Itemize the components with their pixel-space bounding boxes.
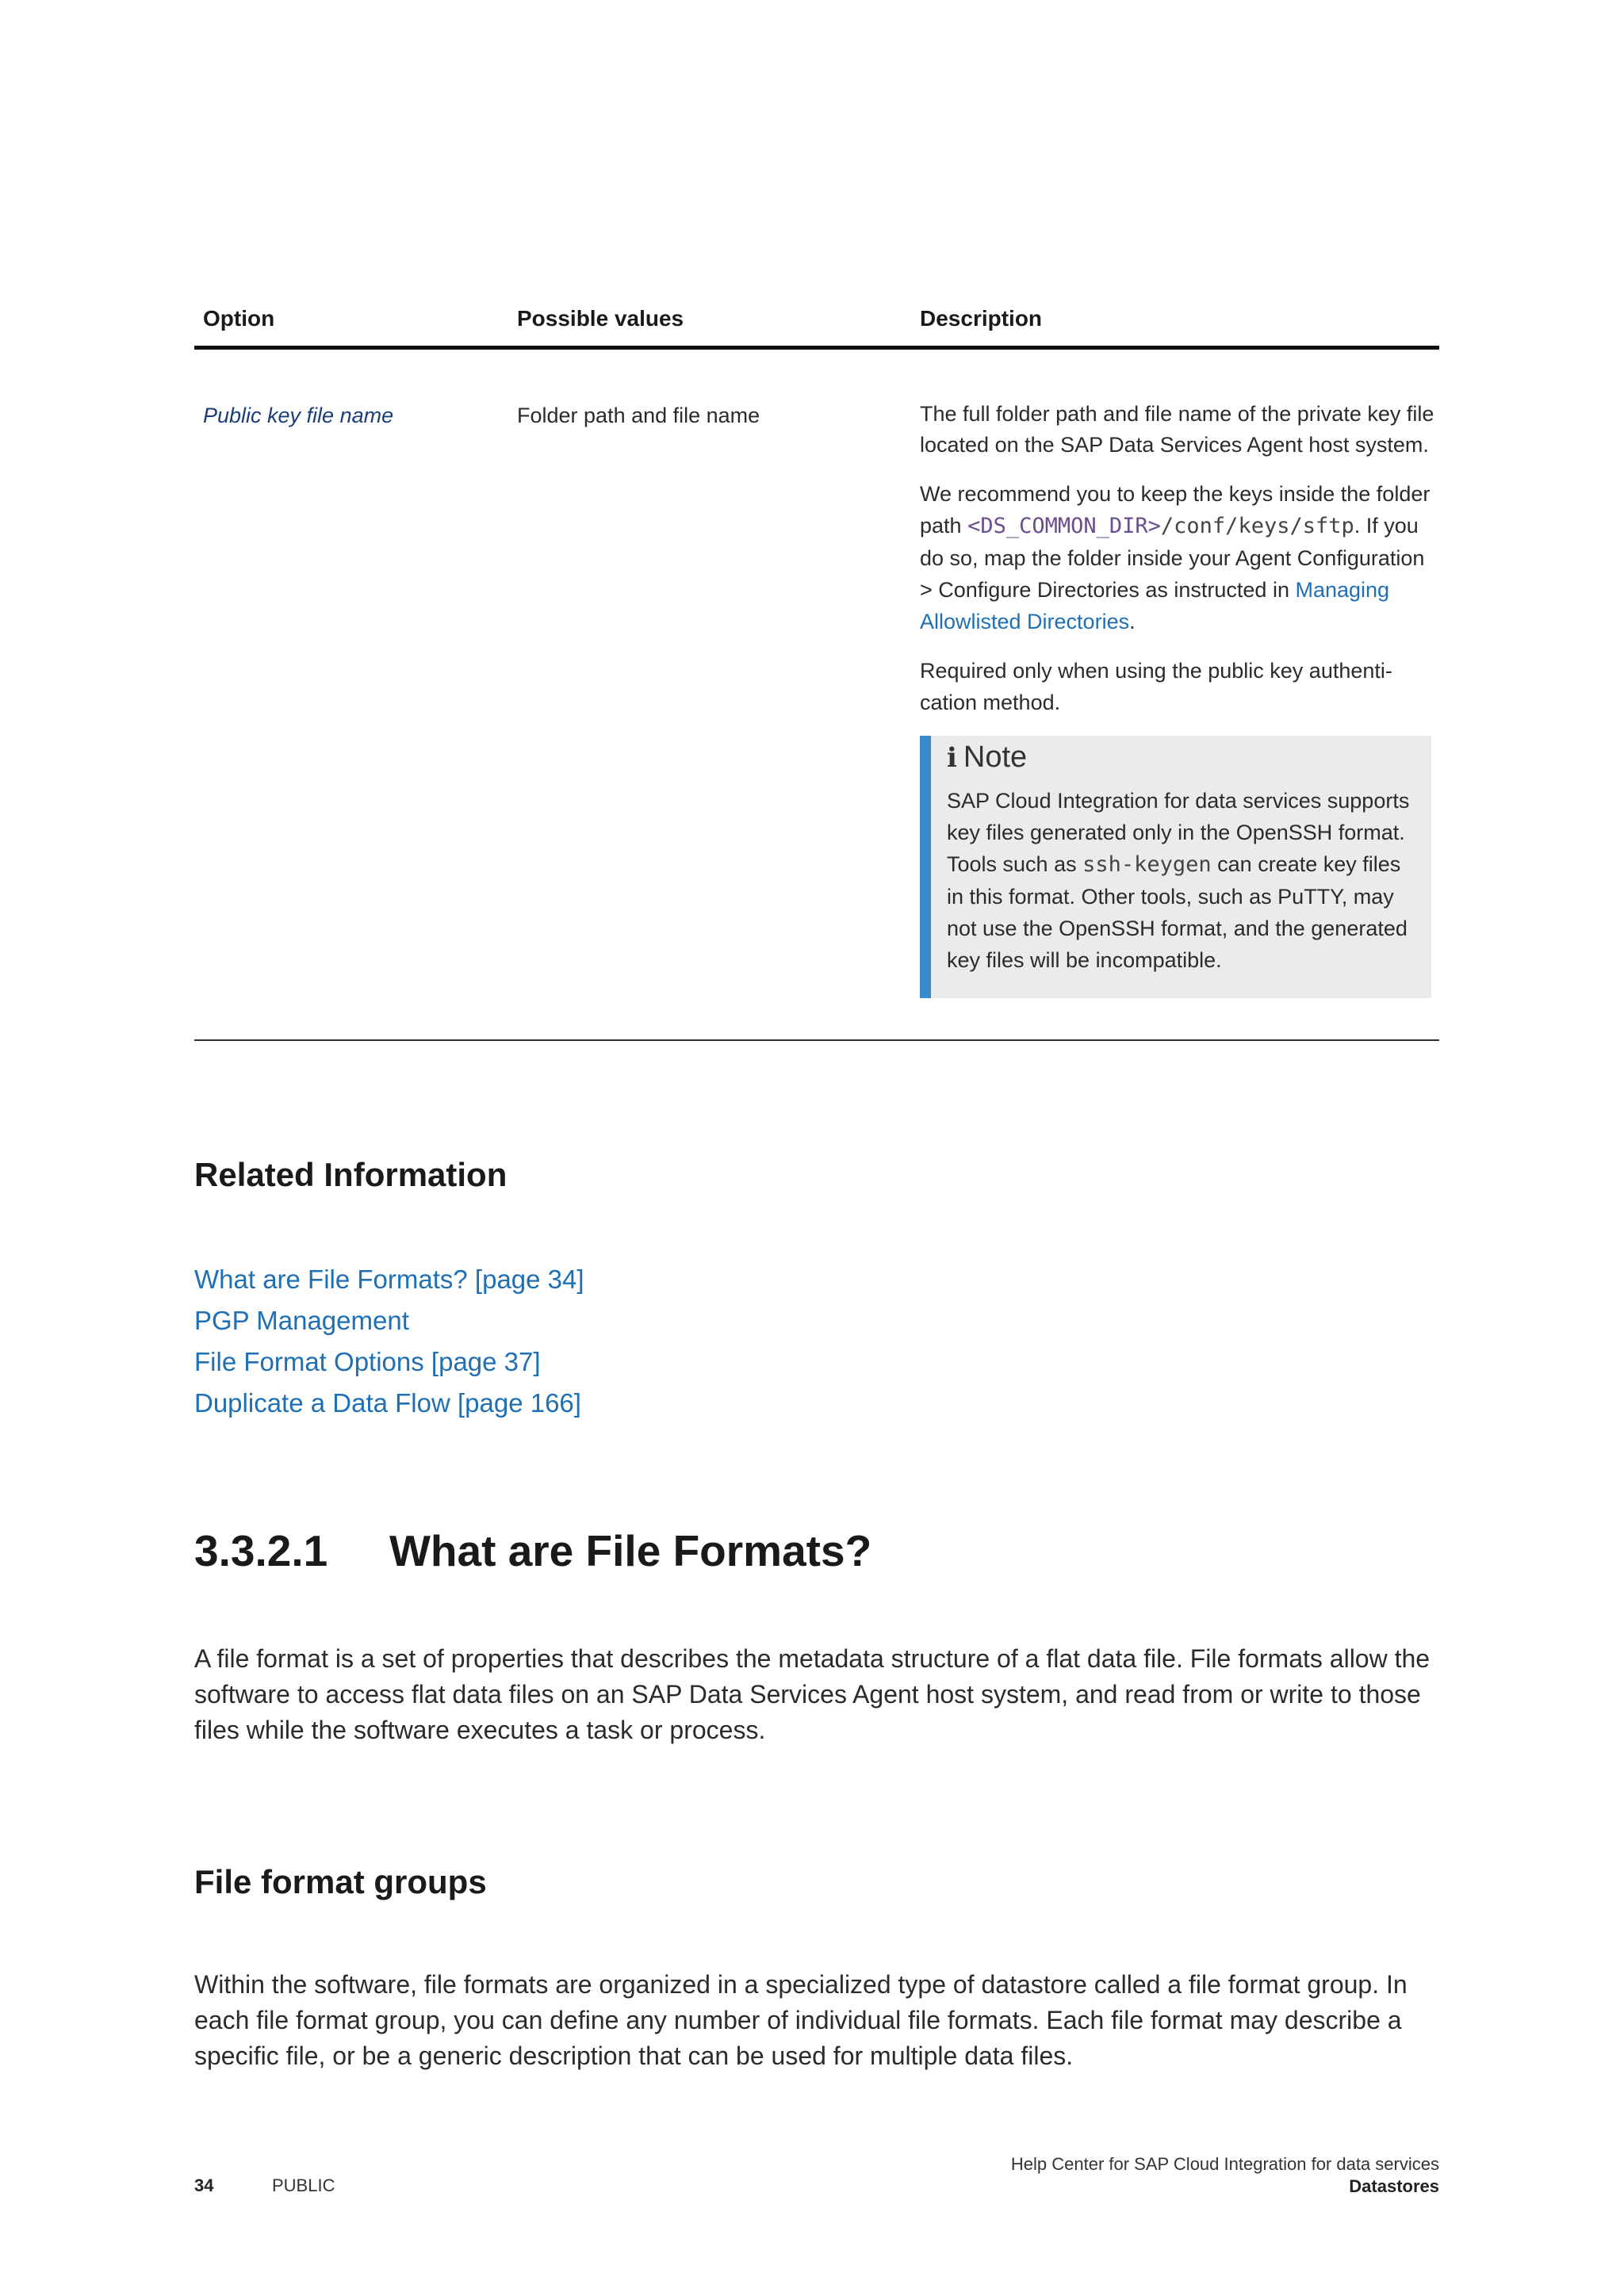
description-paragraph-keys — [920, 478, 1435, 637]
table-header-row — [194, 301, 1439, 350]
intro-paragraph: A file format is a set of properties that describes the metadata structure of a flat data file. File formats allow the software to access flat data files on an SAP Data Services Agent host system, and read from or write to those files while the software executes a task or process. — [194, 1644, 1431, 1744]
table-row — [194, 350, 1439, 1041]
desc-text: We recommend you to keep the keys inside the folder path — [920, 482, 1431, 538]
note-text: SAP Cloud Integration for data services supports key files generated only in the OpenSSH format. Tools such as — [947, 789, 1410, 876]
options-table — [194, 301, 1439, 1041]
related-link-pgp-management[interactable]: PGP Management — [194, 1306, 409, 1335]
description-paragraph: The full folder path and file name of the private key file located on the SAP Data Services Agent host system. — [920, 402, 1434, 457]
note-body — [947, 785, 1415, 976]
related-link-duplicate-data-flow[interactable]: Duplicate a Data Flow [page 166] — [194, 1388, 581, 1418]
classification-label: PUBLIC — [272, 2175, 335, 2195]
section-heading — [194, 1525, 871, 1576]
note-header — [947, 742, 1415, 774]
header-possible-values: Possible values — [517, 306, 684, 331]
option-name: Public key file name — [203, 404, 394, 427]
section-number: 3.3.2.1 — [194, 1526, 328, 1575]
related-link-file-formats[interactable]: What are File Formats? [page 34] — [194, 1265, 584, 1294]
note-box — [920, 736, 1431, 998]
footer-doc-info — [1011, 2153, 1439, 2198]
note-text: can create key files in this format. Other tools, such as PuTTY, may not use the OpenSSH format, and the generated key files will be incompatible. — [947, 852, 1408, 972]
groups-paragraph: Within the software, file formats are organized in a specialized type of datastore called a file format group. In each file format group, you can define any number of individual file formats. Each file format may describe a specific file, or be a generic description that can be used for multiple data files. — [194, 1970, 1408, 2070]
header-option: Option — [203, 306, 275, 331]
note-code: ssh-keygen — [1082, 852, 1212, 877]
managing-allowlisted-directories-link[interactable]: Managing Allowlisted Directories — [920, 578, 1390, 633]
page-number: 34 — [194, 2175, 214, 2195]
related-link-file-format-options[interactable]: File Format Options [page 37] — [194, 1347, 541, 1376]
info-icon: i — [947, 742, 957, 774]
footer-chapter: Datastores — [1349, 2176, 1439, 2196]
related-information-heading: Related Information — [194, 1156, 508, 1193]
path-variable: <DS_COMMON_DIR> — [967, 514, 1161, 538]
footer-doc-title: Help Center for SAP Cloud Integration for data services — [1010, 2154, 1439, 2174]
desc-text: . If you do so, map the folder inside your Agent Configuration > Configure Directories as instructed in — [920, 514, 1425, 602]
section-title: What are File Formats? — [389, 1526, 872, 1575]
path-rest: /conf/keys/sftp — [1160, 514, 1354, 538]
header-description: Description — [920, 306, 1043, 331]
desc-text: . — [1129, 610, 1136, 633]
file-format-groups-heading: File format groups — [194, 1863, 487, 1900]
option-description — [920, 399, 1435, 998]
note-title: Note — [963, 740, 1028, 774]
description-paragraph-required: Required only when using the public key authentication method. — [920, 659, 1392, 714]
option-possible-values: Folder path and file name — [517, 404, 760, 427]
related-links-list — [194, 1259, 584, 1424]
